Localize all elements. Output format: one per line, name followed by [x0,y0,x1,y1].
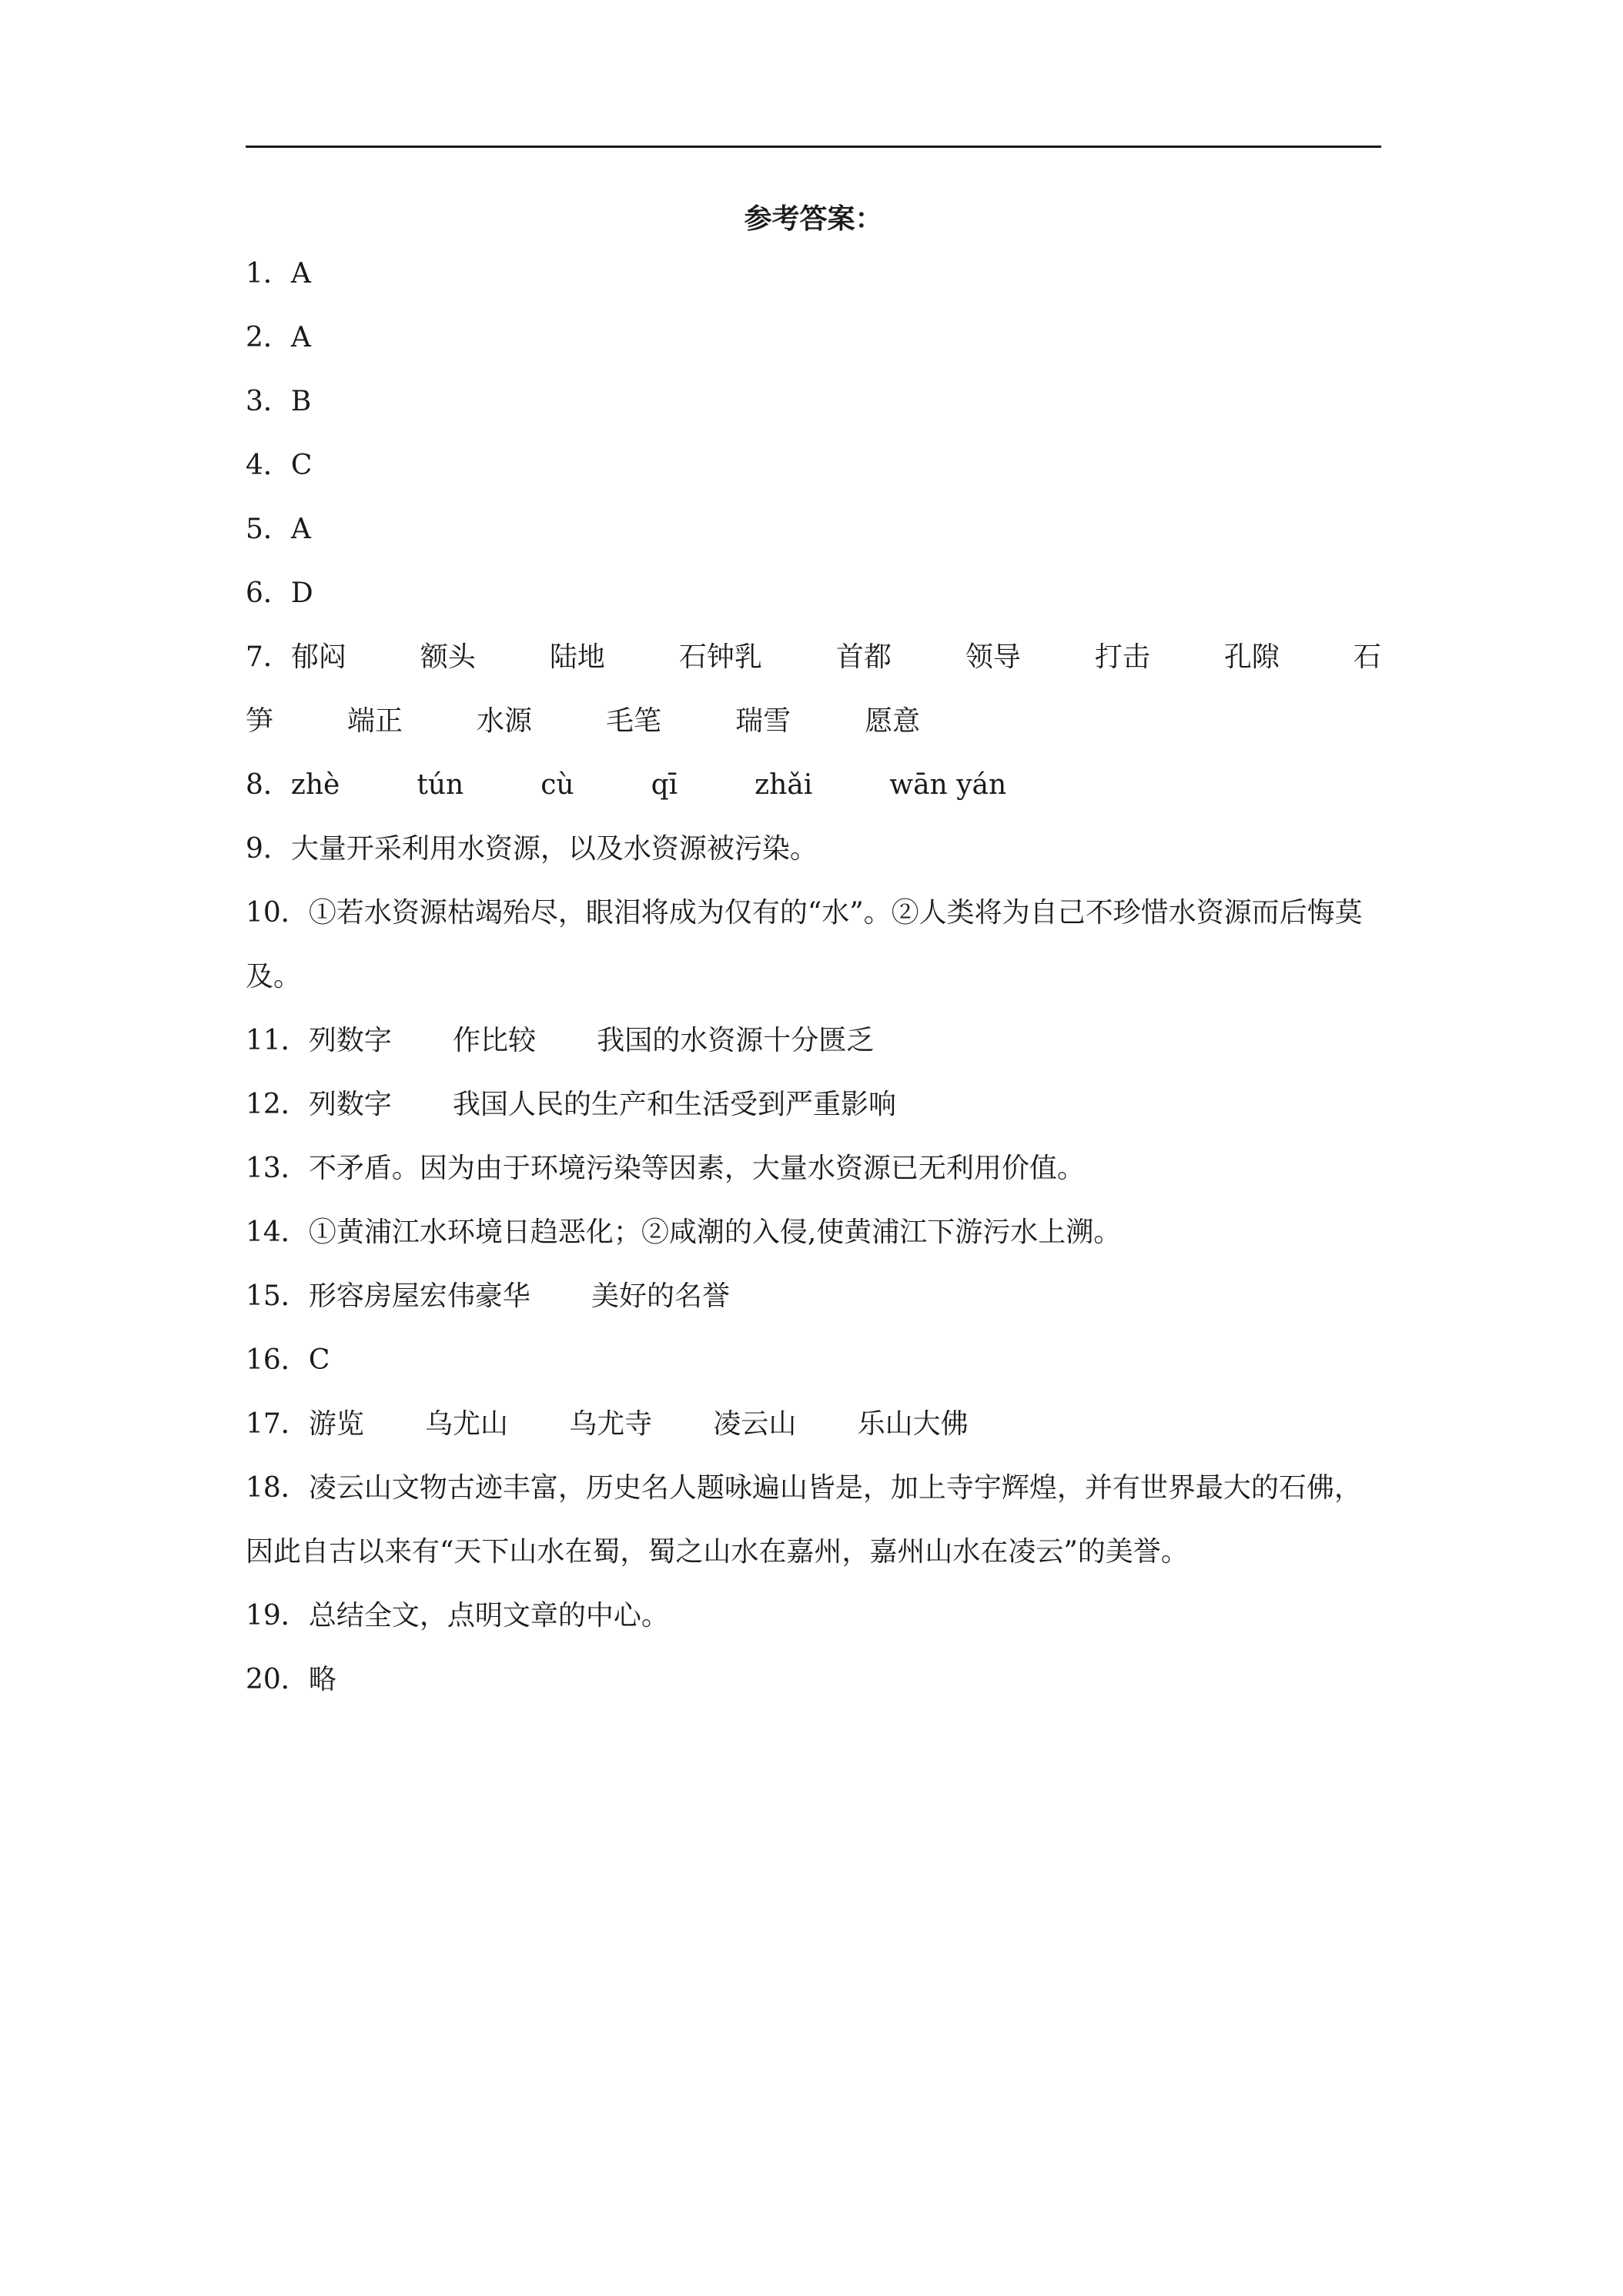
answer-number: 6． [246,577,291,609]
answer-text: ①若水资源枯竭殆尽，眼泪将成为仅有的“水”。②人类将为自己不珍惜水资源而后悔莫 [308,897,1363,929]
answer-10-line-1 [246,893,1381,957]
answer-3 [246,382,1381,446]
answer-text: ①黄浦江水环境日趋恶化；②咸潮的入侵,使黄浦江下游污水上溯。 [308,1217,1122,1248]
pinyin-item: zhǎi [755,769,813,801]
answer-5 [246,510,1381,574]
answer-list [246,254,1381,1724]
answer-text: 凌云山文物古迹丰富，历史名人题咏遍山皆是，加上寺宇辉煌，并有世界最大的石佛， [308,1472,1362,1504]
answer-item: 乌尤寺 [569,1408,653,1440]
answer-word: 孔隙 [1223,641,1280,673]
answer-word: 端正 [347,705,403,737]
answer-number: 11． [246,1025,309,1056]
answer-number: 1． [246,258,291,290]
answer-number: 18． [246,1472,309,1504]
answer-number: 17． [246,1408,309,1440]
pinyin-item: qī [651,769,678,801]
answer-text-continued: 因此自古以来有“天下山水在蜀，蜀之山水在嘉州，嘉州山水在凌云”的美誉。 [246,1536,1189,1568]
answer-number: 20． [246,1664,309,1695]
answer-word: 愿意 [865,705,921,737]
answer-item: 我国人民的生产和生活受到严重影响 [453,1089,897,1120]
answer-item: 乐山大佛 [857,1408,969,1440]
answer-item: 列数字 [308,1089,392,1120]
answer-17 [246,1404,1381,1468]
answer-4 [246,446,1381,510]
answer-number: 16． [246,1344,309,1376]
answer-text: 略 [308,1664,336,1695]
answer-number: 4． [246,450,291,481]
answer-number: 12． [246,1089,309,1120]
answer-text: A [290,514,311,545]
answer-word: 笋 [246,705,274,737]
answer-16 [246,1340,1381,1404]
answer-word: 打击 [1094,641,1150,673]
answer-word: 首都 [835,641,892,673]
answer-number: 15． [246,1280,309,1312]
answer-text: 大量开采利用水资源，以及水资源被污染。 [290,833,818,865]
answer-number: 13． [246,1153,309,1184]
answer-word: 水源 [477,705,533,737]
answer-1 [246,254,1381,318]
answer-item: 列数字 [308,1025,392,1056]
answer-6 [246,574,1381,638]
answer-number: 7． [246,641,291,673]
answer-number: 14． [246,1217,309,1248]
answer-text-continued: 及。 [246,961,302,992]
answer-word: 额头 [420,641,476,673]
answer-text: A [290,258,311,290]
answer-text: 不矛盾。因为由于环境污染等因素，大量水资源已无利用价值。 [308,1153,1085,1184]
answer-10-line-2 [246,957,1381,1021]
answer-number: 3． [246,386,291,417]
answer-word: 石钟乳 [678,641,762,673]
answer-19 [246,1596,1381,1660]
answer-word: 毛笔 [606,705,662,737]
answer-number: 9． [246,833,291,865]
header-rule [246,146,1381,148]
answer-18-line-2 [246,1532,1381,1596]
answer-text: C [290,450,313,481]
answer-number: 8． [246,769,291,801]
pinyin-item: zhè [290,769,340,801]
answer-item: 我国的水资源十分匮乏 [597,1025,875,1056]
answer-number: 19． [246,1600,309,1632]
answer-text: D [290,577,313,609]
answer-item: 作比较 [453,1025,537,1056]
pinyin-item: cù [540,769,574,801]
answer-12 [246,1085,1381,1149]
answer-text: B [290,386,312,417]
answer-number: 10． [246,897,309,929]
answer-13 [246,1149,1381,1213]
answer-word: 郁闷 [290,641,346,673]
answer-9 [246,829,1381,893]
answer-word: 瑞雪 [735,705,791,737]
answer-20 [246,1660,1381,1724]
answer-2 [246,318,1381,382]
answer-text: C [308,1344,330,1376]
answer-7-line-1 [246,638,1381,701]
answer-item: 形容房屋宏伟豪华 [308,1280,530,1312]
answer-8 [246,765,1381,829]
answer-word: 陆地 [549,641,605,673]
answer-word: 石 [1353,641,1381,673]
page-title: 参考答案： [744,202,883,235]
answer-18-line-1 [246,1468,1381,1532]
answer-11 [246,1021,1381,1085]
answer-text: A [290,322,311,353]
pinyin-item: wān yán [889,769,1007,801]
answer-item: 游览 [308,1408,364,1440]
answer-item: 凌云山 [713,1408,797,1440]
answer-7-line-2 [246,701,1381,765]
answer-item: 美好的名誉 [591,1280,731,1312]
answer-15 [246,1277,1381,1340]
answer-number: 2． [246,322,291,353]
answer-14 [246,1213,1381,1277]
answer-number: 5． [246,514,291,545]
answer-text: 总结全文，点明文章的中心。 [308,1600,669,1632]
pinyin-item: tún [417,769,464,801]
answer-item: 乌尤山 [425,1408,509,1440]
answer-word: 领导 [965,641,1021,673]
